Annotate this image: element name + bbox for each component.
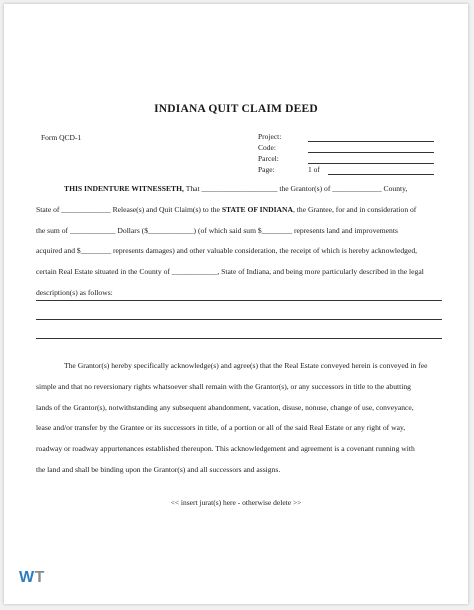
meta-label-parcel: Parcel:	[258, 154, 279, 163]
acknowledgement-line-4: lease and/or transfer by the Grantee or its successors in title, of a portion or all of the said Real Estate or any right of way,	[36, 423, 406, 433]
logo-letter-t: T	[34, 569, 45, 586]
project-field-line[interactable]	[308, 141, 434, 142]
meta-fields	[258, 132, 442, 176]
indenture-line-2	[36, 200, 440, 221]
meta-row-code	[258, 143, 442, 154]
meta-row-page	[258, 165, 442, 176]
legal-description-line[interactable]	[36, 338, 442, 339]
meta-row-parcel	[258, 154, 442, 165]
indenture-line-6: description(s) as follows:	[36, 287, 113, 297]
indenture-line-5: certain Real Estate situated in the County of ____________, State of Indiana, and being more particularly described in the legal	[36, 267, 424, 277]
document-title: INDIANA QUIT CLAIM DEED	[154, 103, 318, 115]
acknowledgement-line-1	[36, 356, 444, 377]
indenture-line-2-text-a: State of _____________ Release(s) and Quit Claim(s) to the	[36, 204, 222, 214]
witness-heading: THIS INDENTURE WITNESSETH,	[64, 184, 184, 193]
legal-description-line[interactable]	[36, 300, 442, 301]
legal-description-line[interactable]	[36, 319, 442, 320]
form-number: Form QCD-1	[41, 133, 82, 142]
acknowledgement-line-3: lands of the Grantor(s), notwithstanding any subsequent abandonment, vacation, disuse, nonuse, change of use, conveyance,	[36, 402, 414, 412]
page-field-line[interactable]	[328, 174, 434, 175]
document-page	[4, 4, 468, 604]
indenture-paragraph	[36, 179, 440, 304]
acknowledgement-line-1-text: The Grantor(s) hereby specifically acknowledge(s) and agree(s) that the Real Estate conveyed herein is conveyed in fee	[64, 361, 428, 370]
grantee-name: STATE OF INDIANA	[221, 204, 293, 214]
page-number: 1 of	[308, 165, 320, 174]
acknowledgement-line-2: simple and that no reversionary rights whatsoever shall remain with the Grantor(s), or any successors in title to the abutting	[36, 381, 411, 391]
meta-label-page: Page:	[258, 165, 275, 174]
indenture-line-4: acquired and $________ represents damages) and other valuable consideration, the receipt of which is hereby acknowledged,	[36, 246, 418, 256]
acknowledgement-line-5: roadway or roadway appurtenances established thereupon. This acknowledgement and agreement is a covenant running with	[36, 444, 415, 454]
legal-description-lines	[36, 300, 442, 357]
logo-letter-w: W	[19, 569, 35, 586]
meta-row-project	[258, 132, 442, 143]
indenture-line-1	[36, 179, 440, 200]
indenture-line-1-text: That ____________________ the Grantor(s) of _____________ County,	[183, 184, 408, 193]
indenture-line-3: the sum of ____________ Dollars ($____________) (of which said sum $________ represents land and improvements	[36, 225, 398, 235]
acknowledgement-paragraph	[36, 356, 444, 481]
acknowledgement-line-6: the land and shall be binding upon the Grantor(s) and all successors and assigns.	[36, 464, 281, 474]
indenture-line-2-text-b: , the Grantee, for and in consideration of	[292, 204, 417, 214]
jurat-note: << insert jurat(s) here - otherwise delete >>	[170, 498, 302, 507]
wt-logo	[19, 569, 45, 587]
meta-label-code: Code:	[258, 143, 276, 152]
meta-label-project: Project:	[258, 132, 282, 141]
code-field-line[interactable]	[308, 152, 434, 153]
parcel-field-line[interactable]	[308, 163, 434, 164]
